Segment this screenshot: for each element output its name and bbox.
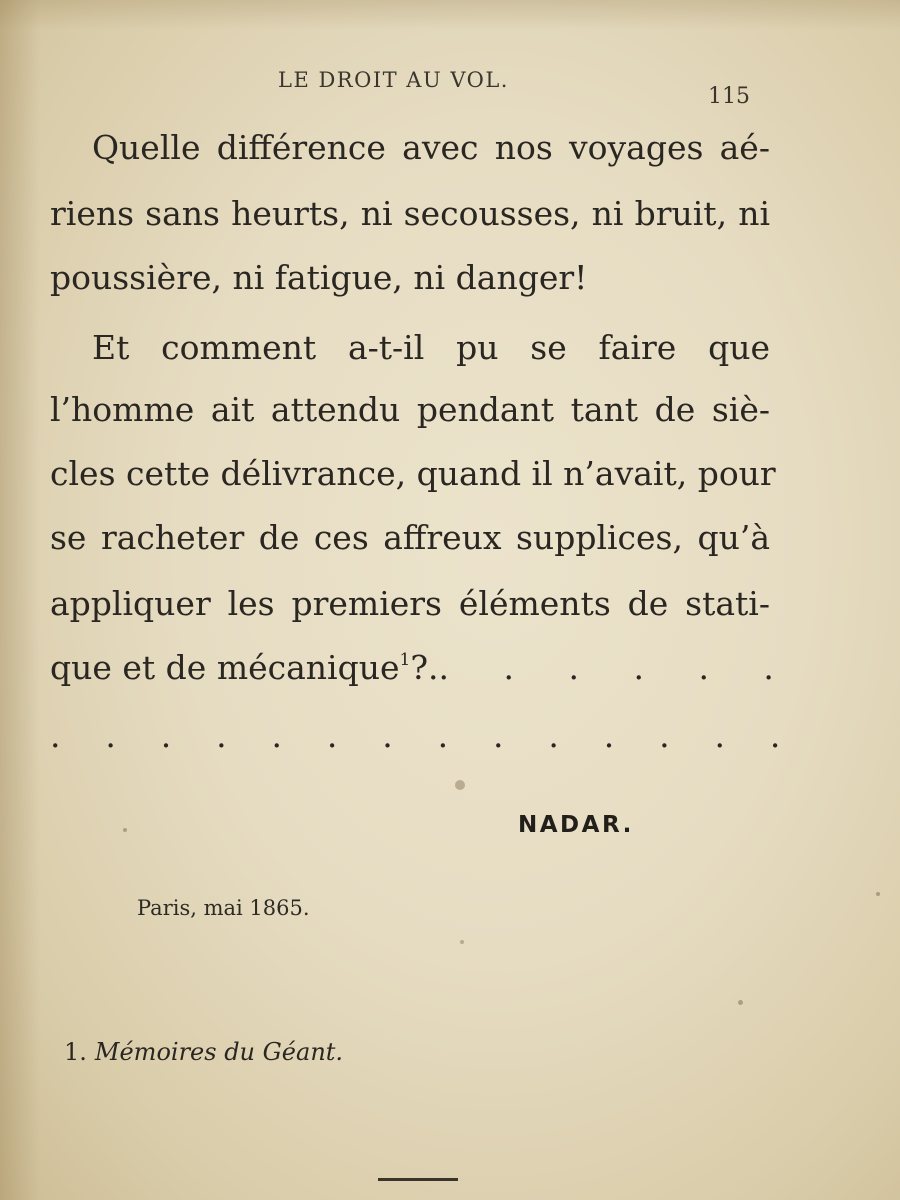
text-line: cles cette délivrance, quand il n’avait, pour — [50, 454, 776, 493]
text-line: Quelle différence avec nos voyages aé- — [92, 128, 770, 167]
footnote — [64, 1038, 343, 1066]
text-line: poussière, ni fatigue, ni danger! — [50, 258, 588, 297]
text-line: l’homme ait attendu pendant tant de siè- — [50, 390, 770, 429]
footnote-title: Mémoires du Géant. — [94, 1038, 344, 1066]
page-edge-shadow — [0, 0, 40, 1200]
text-line-last — [50, 638, 796, 698]
page-number: 115 — [708, 84, 750, 109]
dateline: Paris, mai 1865. — [137, 896, 310, 920]
bottom-rule — [378, 1178, 458, 1181]
author-signature: NADAR. — [518, 812, 634, 838]
paper-speck — [123, 828, 127, 832]
text-line: riens sans heurts, ni secousses, ni bruit, ni — [50, 194, 770, 233]
trailing-dots: . . . . . . — [438, 648, 796, 687]
footnote-marker: 1 — [399, 650, 411, 670]
text-line: appliquer les premiers éléments de stati- — [50, 584, 770, 623]
paper-speck — [738, 1000, 743, 1005]
text-line: se racheter de ces affreux supplices, qu’à — [50, 518, 770, 557]
last-line-words: que et de mécanique$^1$?. — [50, 648, 439, 687]
paper-speck — [460, 940, 464, 944]
page-top-shadow — [0, 0, 900, 30]
text-line: Et comment a-t-il pu se faire que — [92, 328, 770, 367]
running-title: LE DROIT AU VOL. — [278, 68, 509, 92]
ellipsis-line: . . . . . . . . . . . . . . — [50, 716, 798, 755]
footnote-number: 1. — [64, 1038, 87, 1066]
paper-speck — [455, 780, 465, 790]
paper-speck — [876, 892, 880, 896]
